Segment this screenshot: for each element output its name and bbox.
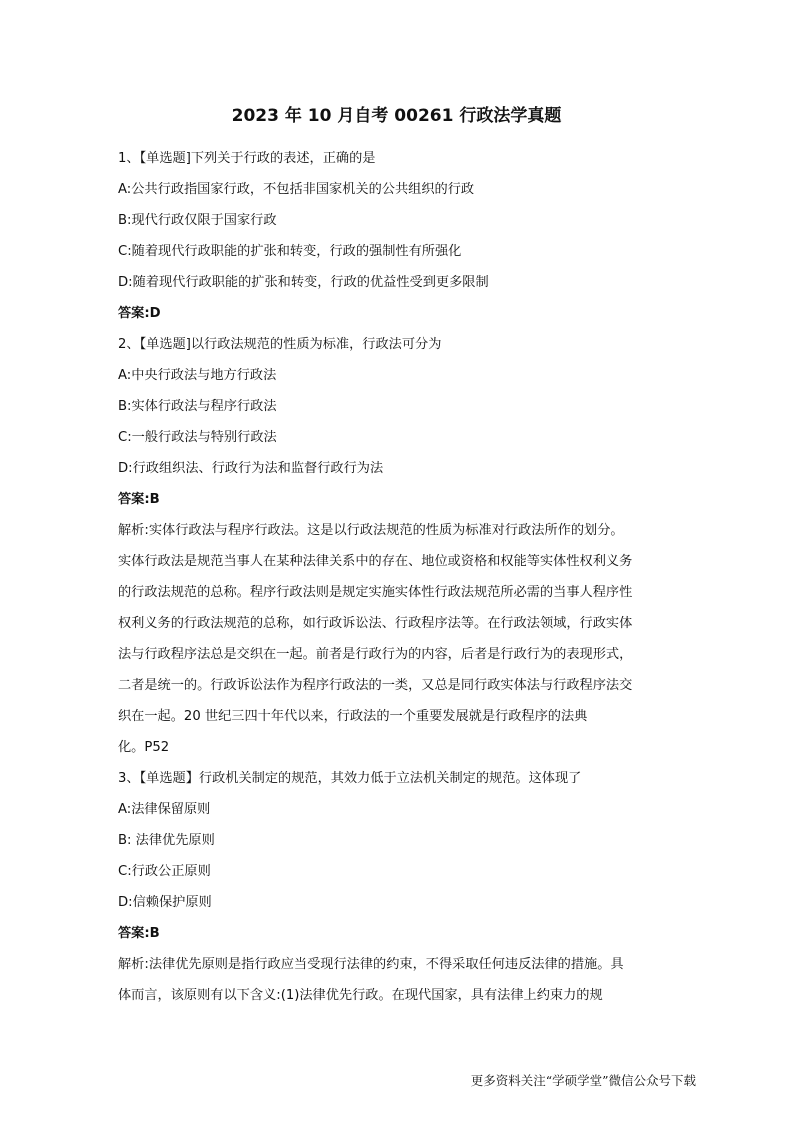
question-2-analysis-line: 织在一起。20 世纪三四十年代以来，行政法的一个重要发展就是行政程序的法典 [118, 709, 588, 724]
question-2-option-b: B:实体行政法与程序行政法 [118, 399, 277, 414]
document-title: 2023 年 10 月自考 00261 行政法学真题 [231, 106, 562, 126]
question-2-option-d: D:行政组织法、行政行为法和监督行政行为法 [118, 461, 384, 476]
document-body [118, 143, 678, 1011]
question-3-option-a: A:法律保留原则 [118, 802, 211, 817]
question-2-analysis-line: 权利义务的行政法规范的总称，如行政诉讼法、行政程序法等。在行政法领域，行政实体 [118, 616, 633, 631]
question-2-analysis-line: 法与行政程序法总是交织在一起。前者是行政行为的内容，后者是行政行为的表现形式， [118, 647, 633, 662]
question-3-analysis-line: 体而言，该原则有以下含义:(1)法律优先行政。在现代国家，具有法律上约束力的规 [118, 988, 603, 1003]
question-2-analysis-line: 实体行政法是规范当事人在某种法律关系中的存在、地位或资格和权能等实体性权利义务 [118, 554, 633, 569]
question-3-option-c: C:行政公正原则 [118, 864, 211, 879]
question-2-option-a: A:中央行政法与地方行政法 [118, 368, 277, 383]
question-2-analysis-line: 的行政法规范的总称。程序行政法则是规定实施实体性行政法规范所必需的当事人程序性 [118, 585, 633, 600]
question-2-answer: 答案:B [118, 492, 160, 507]
question-2-analysis-line: 解析:实体行政法与程序行政法。这是以行政法规范的性质为标准对行政法所作的划分。 [118, 523, 624, 538]
question-2-stem: 2、【单选题]以行政法规范的性质为标准，行政法可分为 [118, 337, 442, 352]
question-1-option-a: A:公共行政指国家行政，不包括非国家机关的公共组织的行政 [118, 182, 475, 197]
question-2-analysis-line: 二者是统一的。行政诉讼法作为程序行政法的一类，又总是同行政实体法与行政程序法交 [118, 678, 633, 693]
question-1-answer: 答案:D [118, 306, 161, 321]
question-1-option-c: C:随着现代行政职能的扩张和转变，行政的强制性有所强化 [118, 244, 462, 259]
question-3-stem: 3、【单选题】行政机关制定的规范，其效力低于立法机关制定的规范。这体现了 [118, 771, 582, 786]
question-3-answer: 答案:B [118, 926, 160, 941]
footer-note: 更多资料关注“学硕学堂”微信公众号下载 [470, 1073, 696, 1088]
question-3-option-d: D:信赖保护原则 [118, 895, 212, 910]
question-3-option-b: B: 法律优先原则 [118, 833, 215, 848]
question-2-analysis-line: 化。P52 [118, 740, 170, 755]
question-3-analysis-line: 解析:法律优先原则是指行政应当受现行法律的约束，不得采取任何违反法律的措施。具 [118, 957, 624, 972]
question-1-option-b: B:现代行政仅限于国家行政 [118, 213, 277, 228]
question-1-option-d: D:随着现代行政职能的扩张和转变，行政的优益性受到更多限制 [118, 275, 489, 290]
question-2-option-c: C:一般行政法与特别行政法 [118, 430, 277, 445]
question-1-stem: 1、【单选题]下列关于行政的表述，正确的是 [118, 151, 376, 166]
